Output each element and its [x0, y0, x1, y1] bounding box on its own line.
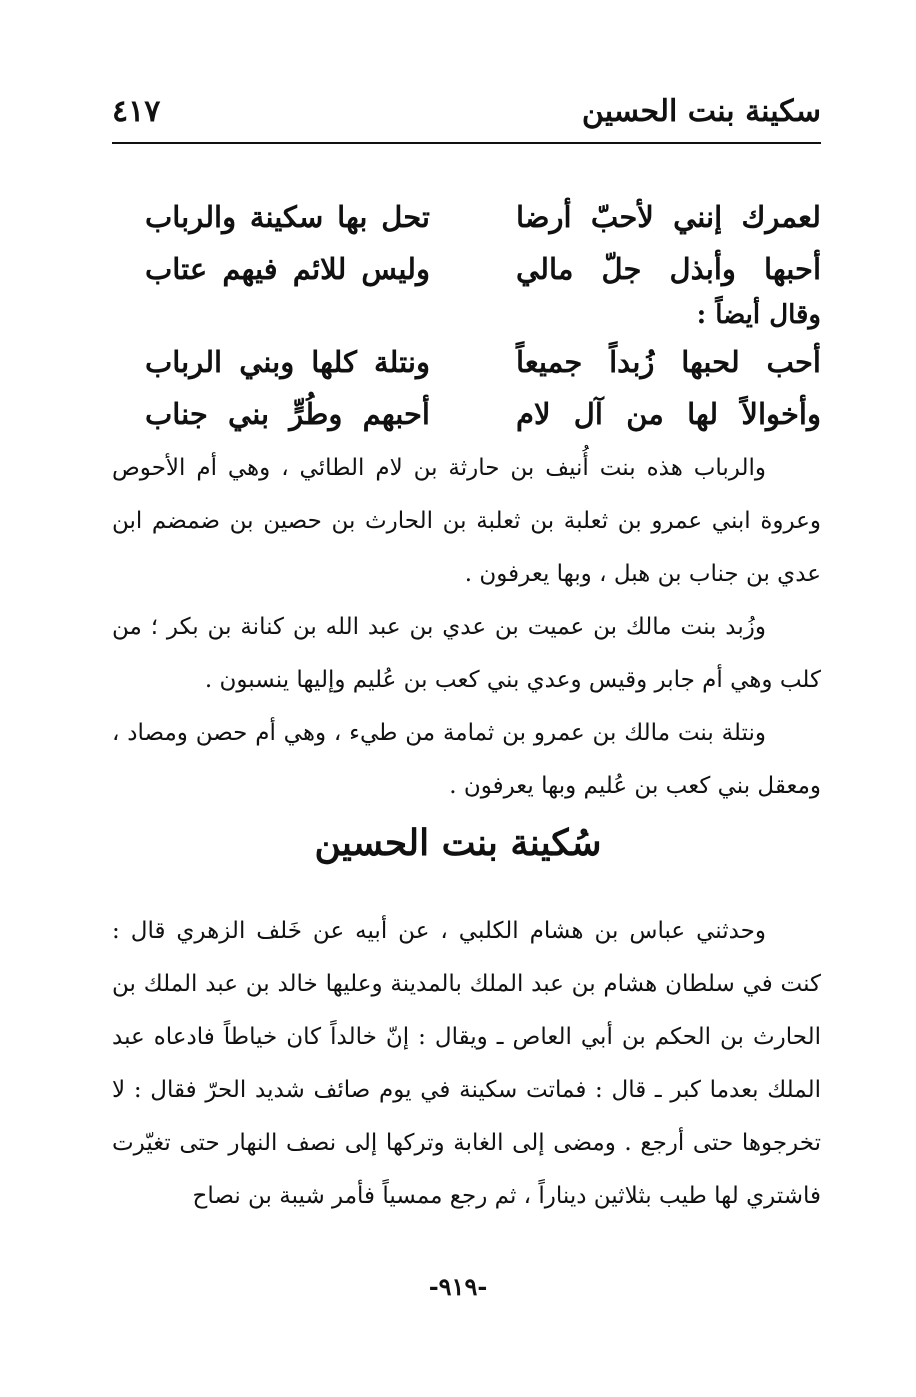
folio-number: -٩١٩-: [428, 1272, 488, 1301]
running-title: سكينة بنت الحسين: [581, 94, 821, 129]
poem-intro: وقال أيضاً :: [696, 300, 821, 330]
verse-first-hemistich: أحب لحبها زُبداً جميعاً: [516, 345, 821, 379]
verse-line: [145, 200, 821, 252]
running-header: [112, 92, 821, 144]
verse-second-hemistich: ونتلة كلها وبني الرباب: [145, 345, 430, 379]
poem-2: [145, 345, 821, 449]
verse-line: [145, 345, 821, 397]
verse-second-hemistich: أحبهم وطُرٍّ بني جناب: [145, 397, 430, 431]
section-text: [112, 905, 821, 1223]
poem-1: [145, 200, 821, 304]
genealogy-text: [112, 442, 821, 813]
verse-first-hemistich: أحبها وأبذل جلّ مالي: [516, 252, 821, 286]
paragraph: ونتلة بنت مالك بن عمرو بن ثمامة من طيء ، وهي أم حصن ومصاد ، ومعقل بني كعب بن عُليم وبها يعرفون .: [112, 720, 821, 799]
page-number: ٤١٧: [112, 94, 161, 129]
paragraph: وزُبد بنت مالك بن عميت بن عدي بن عبد الله بن كنانة بن بكر ؛ من كلب وهي أم جابر وقيس وعدي بني كعب بن عُليم وإليها ينسبون .: [112, 614, 821, 693]
section-title: سُكينة بنت الحسين: [314, 822, 602, 864]
verse-second-hemistich: تحل بها سكينة والرباب: [145, 200, 430, 234]
verse-second-hemistich: وليس للائم فيهم عتاب: [145, 252, 430, 286]
verse-first-hemistich: لعمرك إنني لأحبّ أرضا: [516, 200, 821, 234]
paragraph: وحدثني عباس بن هشام الكلبي ، عن أبيه عن خَلف الزهري قال : كنت في سلطان هشام بن عبد الملك بالمدينة وعليها خالد بن عبد الملك بن الحارث بن الحكم بن أبي العاص ـ ويقال : إنّ خالداً كان خياطاً فادعاه عبد الملك بعدما كبر ـ قال : فماتت سكينة في يوم صائف شديد الحرّ فقال : لا تخرجوها حتى أرجع . ومضى إلى الغابة وتركها إلى نصف النهار حتى تغيّرت فاشتري لها طيب بثلاثين ديناراً ، ثم رجع ممسياً فأمر شيبة بن نصاح: [112, 918, 821, 1209]
paragraph: والرباب هذه بنت أُنيف بن حارثة بن لام الطائي ، وهي أم الأحوص وعروة ابني عمرو بن ثعلبة بن ثعلبة بن الحارث بن حصين بن ضمضم ابن عدي بن جناب بن هبل ، وبها يعرفون .: [112, 455, 821, 587]
verse-first-hemistich: وأخوالاً لها من آل لام: [516, 397, 821, 431]
verse-line: [145, 252, 821, 304]
